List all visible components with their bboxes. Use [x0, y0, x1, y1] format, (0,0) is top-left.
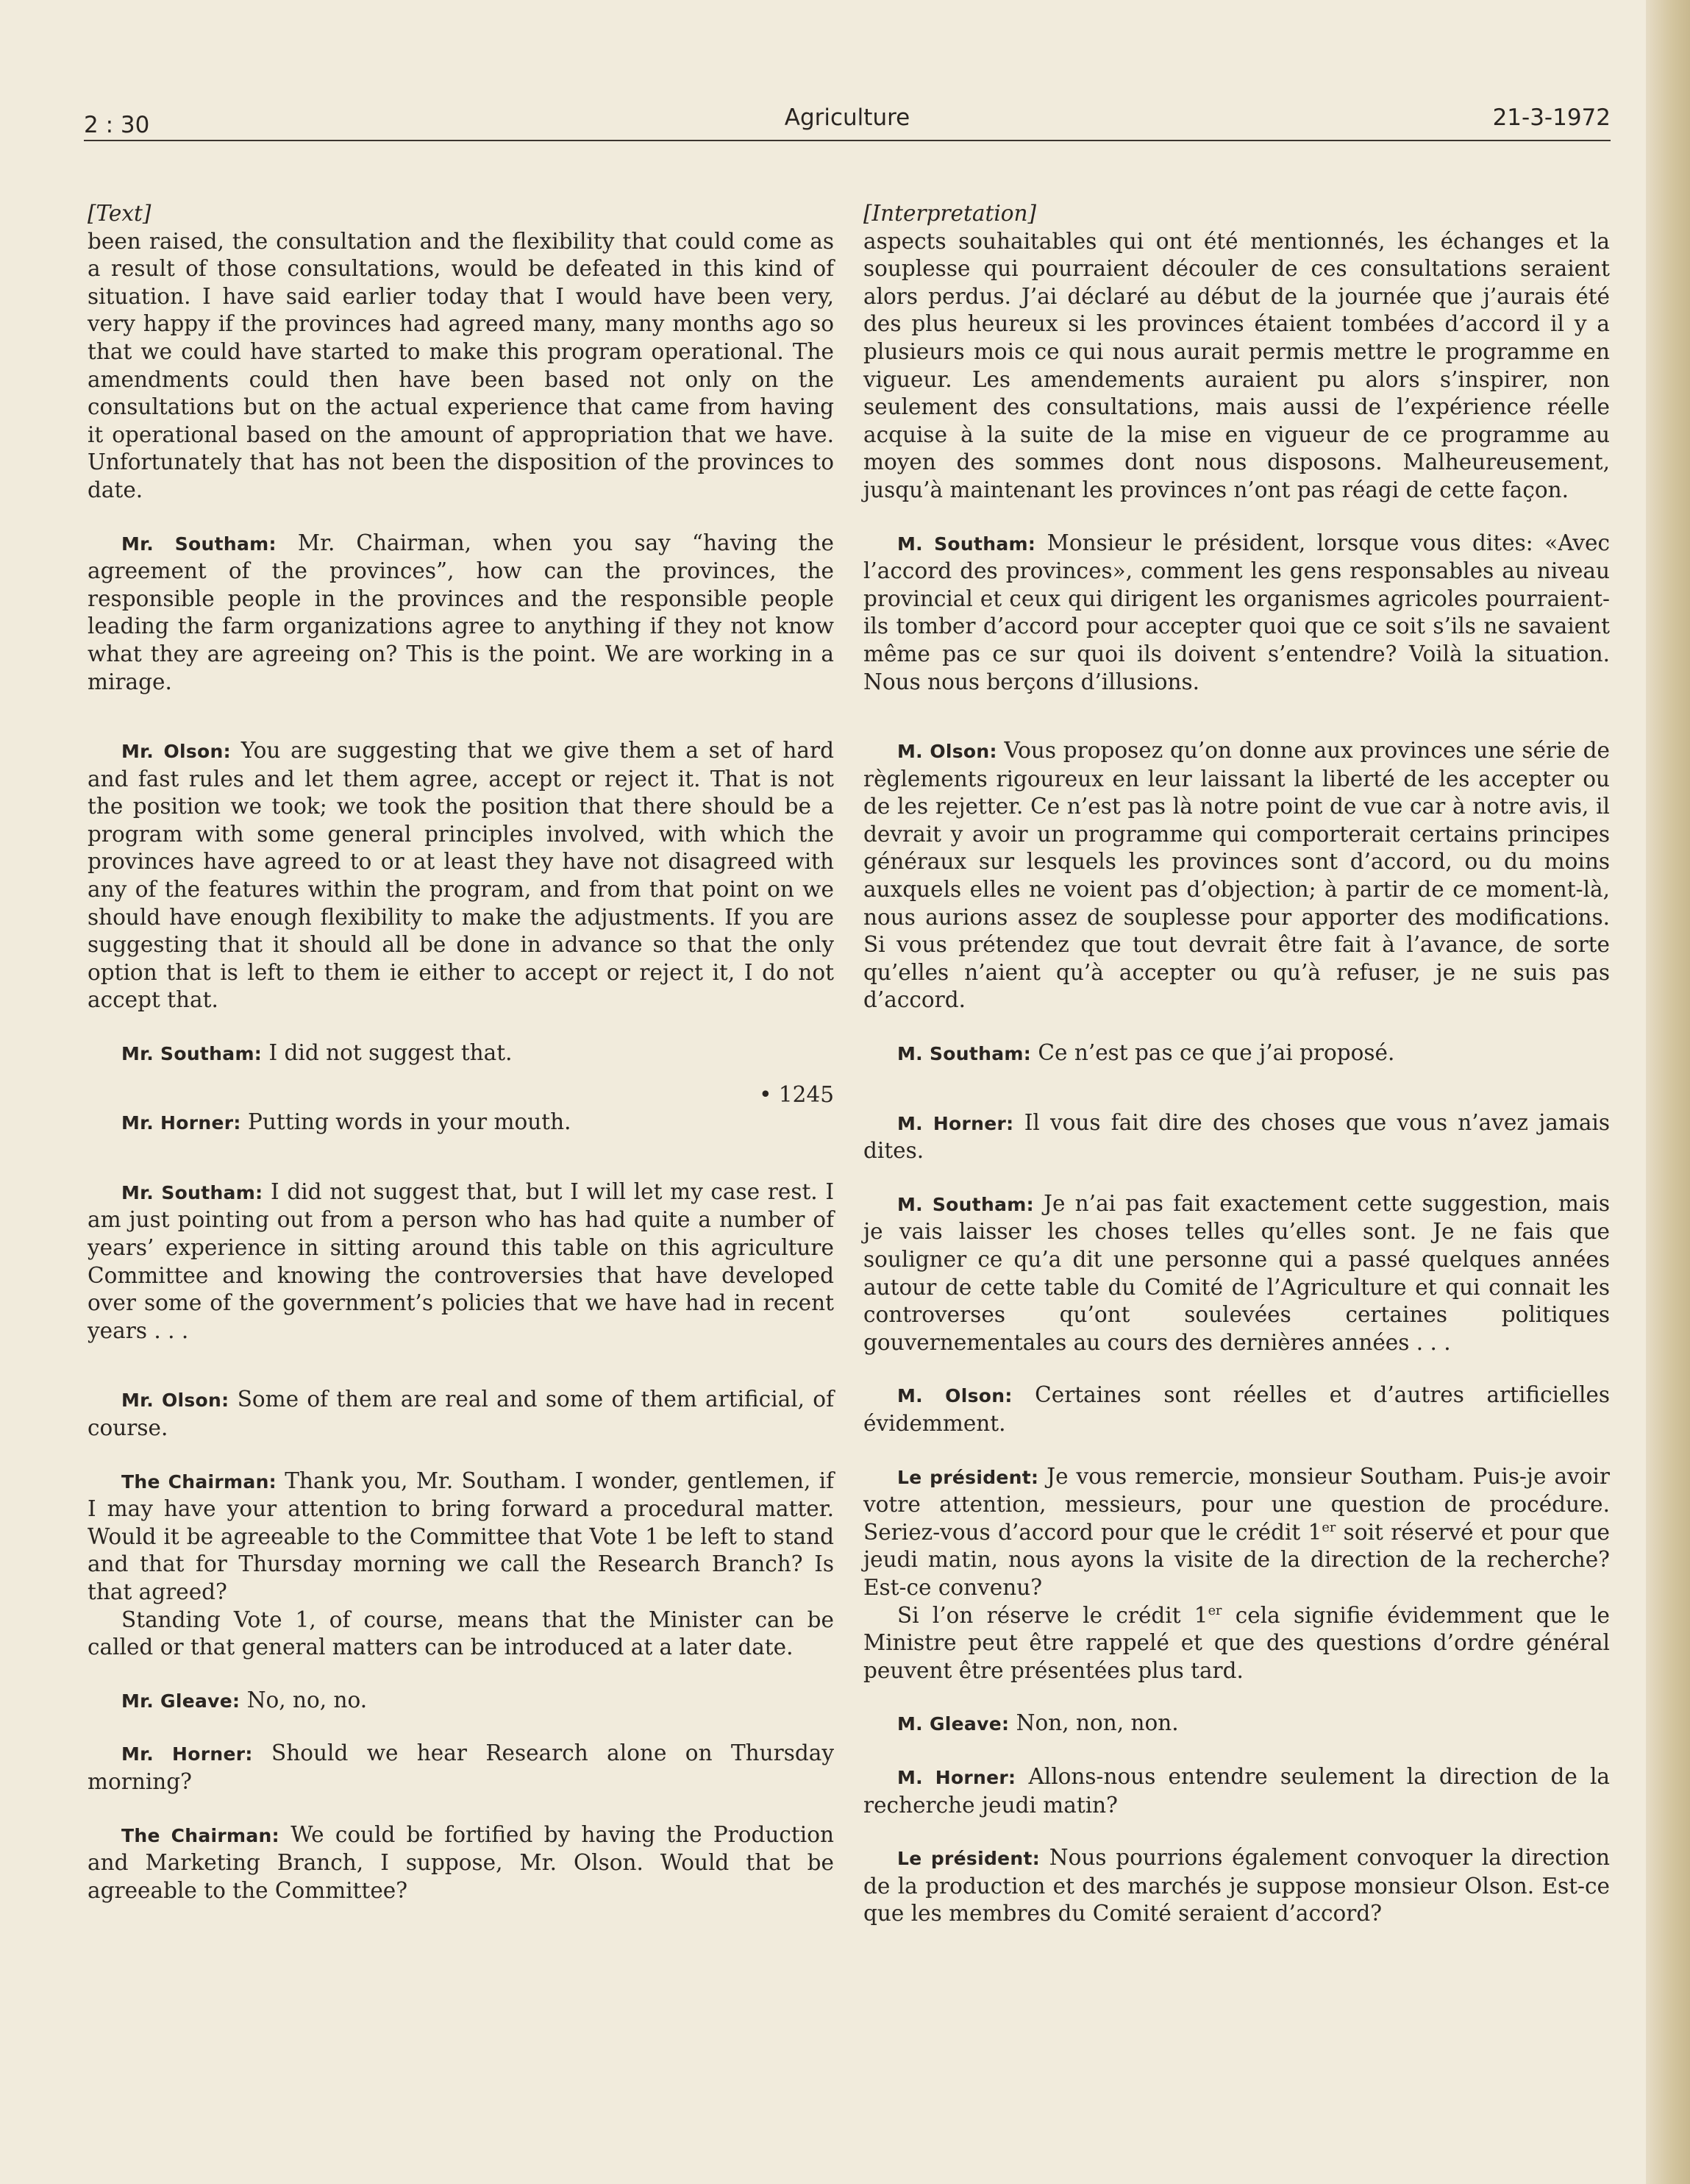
speaker-label: M. Horner: — [897, 1766, 1016, 1788]
speech-horner-1 — [863, 1109, 1610, 1165]
speech-gleave-1 — [863, 1710, 1610, 1738]
speech-chairman-2 — [88, 1821, 834, 1905]
speaker-label: The Chairman: — [121, 1824, 279, 1846]
speech-southam-1 — [863, 530, 1610, 697]
paragraph — [863, 1602, 1610, 1685]
speech-southam-2 — [88, 1039, 834, 1068]
speech-president-1 — [863, 1463, 1610, 1602]
speech-text: Non, non, non. — [1016, 1710, 1179, 1736]
speech-text: Si l’on réserve le crédit 1 — [897, 1602, 1208, 1628]
speech-text: Il vous fait dire des choses que vous n’avez jamais dites. — [863, 1109, 1610, 1164]
speech-text: Certaines sont réelles et d’autres artificielles évidemment. — [863, 1382, 1610, 1436]
speaker-label: Mr. Southam: — [121, 533, 277, 555]
speech-chairman-1 — [88, 1468, 834, 1607]
speaker-label: Le président: — [897, 1466, 1039, 1488]
paragraph: aspects souhaitables qui ont été mentionnés, les échanges et la souplesse qui pourraient découler de ces consultations seraient alors perdus. J’ai déclaré au début de la journée que j’aurais été des plus heureux si les provinces étaient tombées d’accord il y a plusieurs mois ce qui nous aurait permis mettre le programme en vigueur. Les amendements auraient pu alors s’inspirer, non seulement des consultations, mais aussi de l’expérience réelle acquise à la suite de la mise en vigueur de ce programme au moyen des sommes dont nous disposons. Malheureusement, jusqu’à maintenant les provinces n’ont pas réagi de cette façon. — [863, 228, 1610, 502]
speech-text: I did not suggest that, but I will let my case rest. I am just pointing out from a person who has had quite a number of years’ experience in sitting around this table on this agriculture Committee and knowing the controversies that have developed over some of the government’s policies that we have had in recent years . . . — [88, 1178, 834, 1343]
speech-horner-2 — [88, 1740, 834, 1796]
speaker-label: Mr. Olson: — [121, 741, 231, 763]
speech-southam-3 — [88, 1178, 834, 1345]
section-label-text: [Text] — [88, 201, 151, 226]
speaker-label: Mr. Horner: — [121, 1743, 253, 1765]
page-edge — [1646, 0, 1690, 2184]
speaker-label: M. Horner: — [897, 1112, 1014, 1134]
speech-horner-2 — [863, 1763, 1610, 1819]
speech-text: cela signifie évidemment que le Ministre peut être rappelé et que des questions d’ordre général peuvent être présentées plus tard. — [863, 1602, 1610, 1683]
speech-text: Je vous remercie, monsieur Southam. Puis-je avoir votre attention, messieurs, pour une question de procédure. Seriez-vous d’accord pour que le crédit 1 — [863, 1463, 1610, 1545]
speaker-label: M. Southam: — [897, 1193, 1034, 1215]
paragraph: been raised, the consultation and the flexibility that could come as a result of those consultations, would be defeated in this kind of situation. I have said earlier today that I would have been very, very happy if the provinces had agreed many, many months ago so that we could have started to make this program operational. The amendments could then have been based not only on the consultations but on the actual experience that came from having it operational based on the amount of appropriation that we have. Unfortunately that has not been the disposition of the provinces to date. — [88, 228, 834, 502]
speaker-label: M. Olson: — [897, 1385, 1013, 1407]
page-number: 2 : 30 — [84, 112, 150, 138]
speech-southam-3 — [863, 1190, 1610, 1357]
header-rule — [84, 140, 1611, 141]
paragraph: Standing Vote 1, of course, means that the Minister can be called or that general matters can be introduced at a later date. — [88, 1607, 834, 1660]
speech-text: Allons-nous entendre seulement la direction de la recherche jeudi matin? — [863, 1763, 1610, 1818]
time-marker: • 1245 — [759, 1081, 834, 1107]
speech-text: You are suggesting that we give them a set of hard and fast rules and let them agree, accept or reject it. That is not the position we took; we took the position that there should be a program with some general principles involved, with which the provinces have agreed to or at least they have not disagreed with any of the features within the program, and from that point on we should have enough flexibility to make the adjustments. If you are suggesting that it should all be done in advance so that the only option that is left to them ie either to accept or reject it, I do not accept that. — [88, 738, 834, 1013]
speech-text: We could be fortified by having the Production and Marketing Branch, I suppose, Mr. Olson. Would that be agreeable to the Committee? — [88, 1821, 834, 1903]
speech-text: Should we hear Research alone on Thursday morning? — [88, 1740, 834, 1794]
speech-southam-1 — [88, 530, 834, 697]
english-column — [88, 200, 834, 1904]
speech-text: Vous proposez qu’on donne aux provinces une série de règlements rigoureux en leur laissant la liberté de les accepter ou de les rejetter. Ce n’est pas là notre point de vue car à notre avis, il devrait y avoir un programme qui comporterait certains principes généraux sur lesquels les provinces sont d’accord, ou du moins auxquels elles ne voient pas d’objection; à partir de ce moment-là, nous aurions assez de souplesse pour apporter des modifications. Si vous prétendez que tout devrait être fait à l’avance, de sorte qu’elles n’aient qu’à accepter ou qu’à refuser, je ne suis pas d’accord. — [863, 738, 1610, 1013]
speech-text: No, no, no. — [246, 1687, 368, 1712]
speaker-label: Mr. Olson: — [121, 1390, 229, 1412]
speech-text: Mr. Chairman, when you say “having the agreement of the provinces”, how can the provinces, the responsible people in the provinces and the responsible people leading the farm organizations agree to anything if they not know what they are agreeing on? This is the point. We are working in a mirage. — [88, 530, 834, 694]
speaker-label: M. Southam: — [897, 533, 1036, 555]
section-label-interpretation: [Interpretation] — [863, 201, 1037, 226]
speech-text: Putting words in your mouth. — [248, 1109, 571, 1135]
speaker-label: Le président: — [897, 1848, 1041, 1870]
speaker-label: Mr. Gleave: — [121, 1690, 240, 1712]
speaker-label: Mr. Southam: — [121, 1043, 263, 1065]
french-column — [863, 200, 1610, 1928]
speech-text: I did not suggest that. — [268, 1040, 513, 1066]
speech-olson-1 — [88, 737, 834, 1014]
speech-olson-1 — [863, 737, 1610, 1014]
speaker-label: The Chairman: — [121, 1470, 277, 1493]
page-header — [84, 104, 1611, 138]
speech-horner-1 — [88, 1109, 834, 1137]
superscript: er — [1208, 1603, 1222, 1618]
speech-text: Ce n’est pas ce que j’ai proposé. — [1038, 1040, 1395, 1066]
speech-olson-2 — [88, 1386, 834, 1442]
speaker-label: M. Gleave: — [897, 1713, 1010, 1735]
speech-olson-2 — [863, 1381, 1610, 1437]
speech-southam-2 — [863, 1039, 1610, 1068]
speech-text: Nous pourrions également convoquer la direction de la production et des marchés je suppose monsieur Olson. Est-ce que les membres du Comité seraient d’accord? — [863, 1845, 1610, 1927]
speaker-label: Mr. Horner: — [121, 1112, 241, 1134]
speech-text: Some of them are real and some of them artificial, of course. — [88, 1387, 834, 1440]
running-title: Agriculture — [784, 104, 910, 131]
header-date: 21-3-1972 — [1492, 104, 1611, 131]
superscript: er — [1322, 1520, 1336, 1535]
speaker-label: M. Southam: — [897, 1043, 1032, 1065]
speech-text: Je n’ai pas fait exactement cette suggestion, mais je vais laisser les choses telles qu’elles sont. Je ne fais que souligner ce qu’a dit une personne qui a passé quelques années autour de cette table du Comité de l’Agriculture et qui connait les controverses qu’ont soulevées certaines politiques gouvernementales au cours des dernières années . . . — [863, 1190, 1610, 1355]
speech-text: Thank you, Mr. Southam. I wonder, gentlemen, if I may have your attention to bring forward a procedural matter. Would it be agreeable to the Committee that Vote 1 be left to stand and that for Thursday morning we call the Research Branch? Is that agreed? — [88, 1468, 835, 1604]
speaker-label: Mr. Southam: — [121, 1181, 263, 1203]
speech-president-2 — [863, 1844, 1610, 1928]
speaker-label: M. Olson: — [897, 741, 997, 763]
speech-gleave-1 — [88, 1687, 834, 1715]
speech-text: Monsieur le président, lorsque vous dites: «Avec l’accord des provinces», comment les gens responsables au niveau provincial et ceux qui dirigent les organismes agricoles pourraient-ils tomber d’accord pour accepter quoi que ce soit s’ils ne savaient même pas ce sur quoi ils doivent s’entendre? Voilà la situation. Nous nous berçons d’illusions. — [863, 530, 1610, 694]
speech-text: soit réservé et pour que jeudi matin, nous ayons la visite de la direction de la recherche? Est-ce convenu? — [863, 1519, 1610, 1600]
